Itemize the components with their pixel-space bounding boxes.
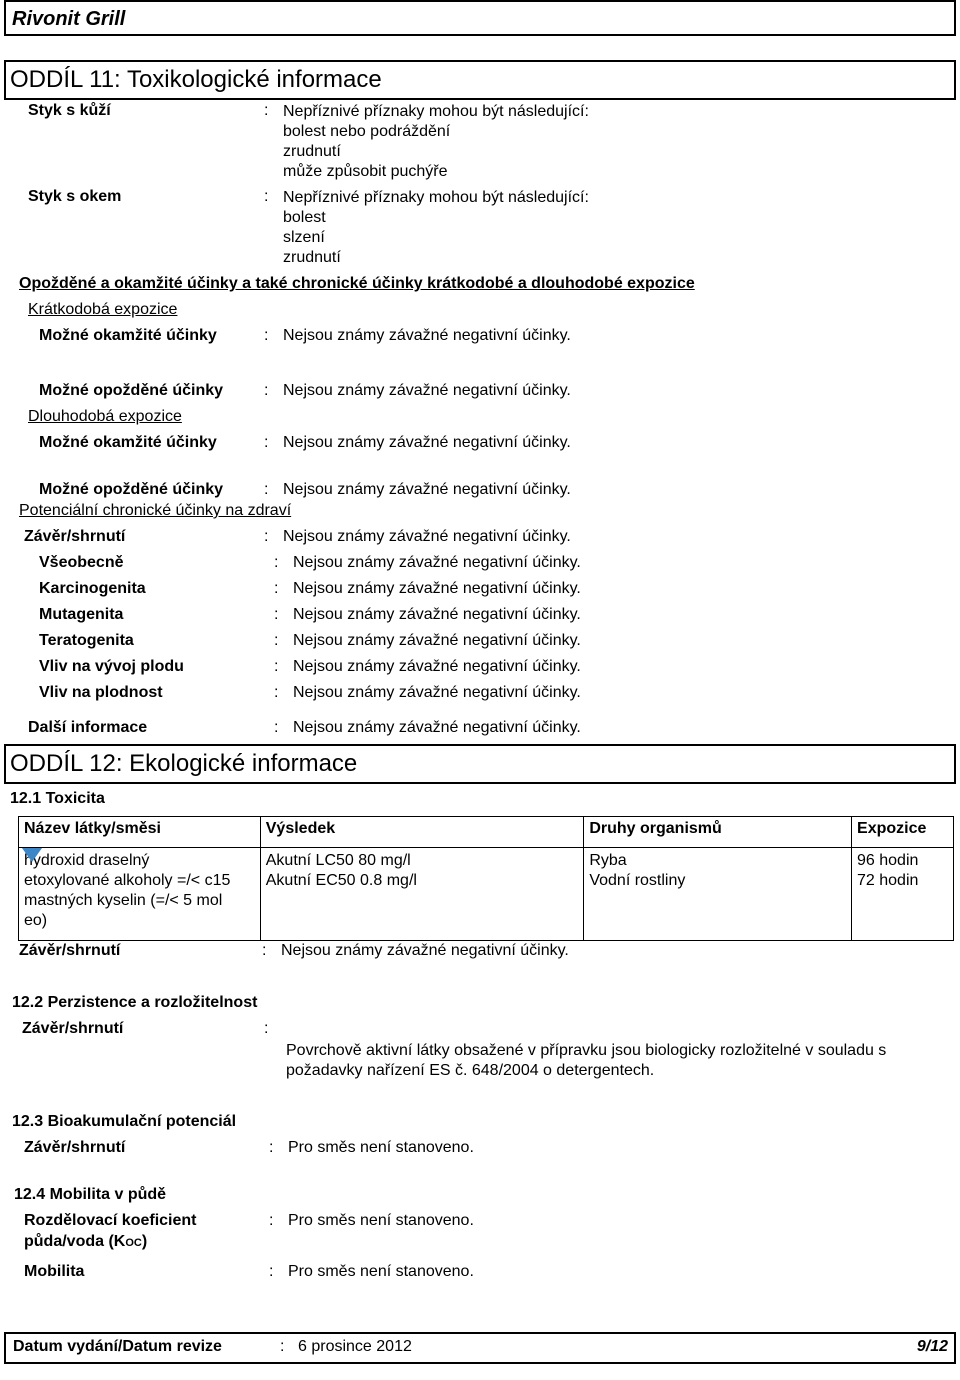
general-label: Všeobecně xyxy=(39,554,124,571)
lt-immediate-label: Možné okamžité účinky xyxy=(39,434,217,451)
eye-line: slzení xyxy=(283,229,325,246)
koc-label-1: Rozdělovací koeficient xyxy=(24,1212,197,1229)
st-delayed-label: Možné opožděné účinky xyxy=(39,382,224,399)
fertility-value: Nejsou známy závažné negativní účinky. xyxy=(293,684,581,701)
fertility-label: Vliv na plodnost xyxy=(39,684,163,701)
developmental-label: Vliv na vývoj plodu xyxy=(39,658,184,675)
col-header-species: Druhy organismů xyxy=(584,817,852,848)
eye-text xyxy=(283,188,589,268)
colon: : xyxy=(264,327,269,344)
koc-close: ) xyxy=(141,1233,148,1250)
section-11-title: ODDÍL 11: Toxikologické informace xyxy=(10,66,382,93)
skin-line: bolest nebo podráždění xyxy=(283,123,451,140)
mutagenicity-value: Nejsou známy závažné negativní účinky. xyxy=(293,606,581,623)
other-info-label: Další informace xyxy=(28,719,148,736)
skin-line: zrudnutí xyxy=(283,143,341,160)
table-row xyxy=(19,848,954,941)
cell-line: eo) xyxy=(24,912,48,929)
toxicity-heading: 12.1 Toxicita xyxy=(10,790,105,807)
section-12-title: ODDÍL 12: Ekologické informace xyxy=(10,750,358,777)
colon: : xyxy=(264,528,269,545)
skin-line: Nepříznivé příznaky mohou být následující: xyxy=(283,103,589,120)
carcinogenicity-label: Karcinogenita xyxy=(39,580,146,597)
lt-delayed-value: Nejsou známy závažné negativní účinky. xyxy=(283,481,571,498)
st-immediate-label: Možné okamžité účinky xyxy=(39,327,217,344)
other-info-value: Nejsou známy závažné negativní účinky. xyxy=(293,719,581,736)
document-header xyxy=(4,0,956,36)
teratogenicity-value: Nejsou známy závažné negativní účinky. xyxy=(293,632,581,649)
bioacc-conclusion-label: Závěr/shrnutí xyxy=(24,1139,126,1156)
cell-line: 96 hodin xyxy=(857,852,919,869)
chronic-conclusion-value: Nejsou známy závažné negativní účinky. xyxy=(283,528,571,545)
eco-conclusion-value: Nejsou známy závažné negativní účinky. xyxy=(281,942,569,959)
cell-line: etoxylované alkoholy =/< c15 xyxy=(24,872,231,889)
cell-line: mastných kyselin (=/< 5 mol xyxy=(24,892,223,909)
colon: : xyxy=(274,606,279,623)
chronic-heading: Potenciální chronické účinky na zdraví xyxy=(19,502,292,519)
colon: : xyxy=(274,684,279,701)
lt-delayed-label: Možné opožděné účinky xyxy=(39,481,224,498)
koc-label-2 xyxy=(24,1233,147,1251)
cell-line: hydroxid draselný xyxy=(24,852,150,869)
substance-cell xyxy=(19,848,261,941)
persistence-line: Povrchově aktivní látky obsažené v přípravku jsou biologicky rozložitelné v souladu s xyxy=(286,1042,887,1059)
colon: : xyxy=(269,1263,274,1280)
eye-line: zrudnutí xyxy=(283,249,341,266)
colon: : xyxy=(269,1139,274,1156)
table-header-row xyxy=(19,817,954,848)
colon: : xyxy=(264,434,269,451)
eye-line: Nepříznivé příznaky mohou být následující: xyxy=(283,189,589,206)
persistence-conclusion-label: Závěr/shrnutí xyxy=(22,1020,124,1037)
mobility-heading: 12.4 Mobilita v půdě xyxy=(14,1186,167,1203)
product-name: Rivonit Grill xyxy=(12,8,126,30)
st-immediate-value: Nejsou známy závažné negativní účinky. xyxy=(283,327,571,344)
chronic-conclusion-label: Závěr/shrnutí xyxy=(24,528,126,545)
developmental-value: Nejsou známy závažné negativní účinky. xyxy=(293,658,581,675)
mutagenicity-label: Mutagenita xyxy=(39,606,124,623)
koc-value: Pro směs není stanoveno. xyxy=(288,1212,474,1229)
colon: : xyxy=(274,632,279,649)
cell-line: Akutní EC50 0.8 mg/l xyxy=(265,872,417,889)
issue-date-label: Datum vydání/Datum revize xyxy=(13,1338,222,1355)
koc-label-text: půda/voda (K xyxy=(24,1233,126,1250)
revision-flag-icon xyxy=(22,848,42,862)
colon: : xyxy=(264,481,269,498)
species-cell xyxy=(584,848,852,941)
eye-colon: : xyxy=(264,188,269,205)
colon: : xyxy=(264,1020,269,1037)
colon: : xyxy=(274,719,279,736)
issue-date-value: 6 prosince 2012 xyxy=(298,1338,412,1355)
eco-conclusion-label: Závěr/shrnutí xyxy=(19,942,121,959)
colon: : xyxy=(274,580,279,597)
delayed-effects-heading: Opožděné a okamžité účinky a také chronické účinky krátkodobé a dlouhodobé expozice xyxy=(19,275,695,292)
mobility-value: Pro směs není stanoveno. xyxy=(288,1263,474,1280)
general-value: Nejsou známy závažné negativní účinky. xyxy=(293,554,581,571)
skin-text xyxy=(283,102,589,182)
colon: : xyxy=(274,658,279,675)
eye-line: bolest xyxy=(283,209,326,226)
short-term-heading: Krátkodobá expozice xyxy=(28,301,178,318)
colon: : xyxy=(269,1212,274,1229)
col-header-result: Výsledek xyxy=(260,817,584,848)
skin-label: Styk s kůží xyxy=(28,102,111,119)
lt-immediate-value: Nejsou známy závažné negativní účinky. xyxy=(283,434,571,451)
result-cell xyxy=(260,848,584,941)
colon: : xyxy=(280,1338,285,1355)
bioacc-value: Pro směs není stanoveno. xyxy=(288,1139,474,1156)
persistence-heading: 12.2 Perzistence a rozložitelnost xyxy=(12,994,258,1011)
col-header-exposure: Expozice xyxy=(852,817,954,848)
eye-label: Styk s okem xyxy=(28,188,122,205)
teratogenicity-label: Teratogenita xyxy=(39,632,134,649)
persistence-text xyxy=(286,1041,886,1081)
skin-colon: : xyxy=(264,102,269,119)
cell-line: 72 hodin xyxy=(857,872,919,889)
persistence-line: požadavky nařízení ES č. 648/2004 o detergentech. xyxy=(286,1062,655,1079)
skin-line: může způsobit puchýře xyxy=(283,163,448,180)
cell-line: Akutní LC50 80 mg/l xyxy=(265,852,411,869)
colon: : xyxy=(262,942,267,959)
cell-line: Ryba xyxy=(589,852,627,869)
exposure-cell xyxy=(852,848,954,941)
st-delayed-value: Nejsou známy závažné negativní účinky. xyxy=(283,382,571,399)
cell-line: Vodní rostliny xyxy=(589,872,686,889)
page-number: 9/12 xyxy=(916,1338,948,1355)
col-header-substance: Název látky/směsi xyxy=(19,817,261,848)
toxicity-table xyxy=(18,816,954,941)
long-term-heading: Dlouhodobá expozice xyxy=(28,408,182,425)
bioacc-heading: 12.3 Bioakumulační potenciál xyxy=(12,1113,237,1130)
mobility-label: Mobilita xyxy=(24,1263,85,1280)
carcinogenicity-value: Nejsou známy závažné negativní účinky. xyxy=(293,580,581,597)
colon: : xyxy=(264,382,269,399)
colon: : xyxy=(274,554,279,571)
koc-subscript: OC xyxy=(125,1237,142,1249)
